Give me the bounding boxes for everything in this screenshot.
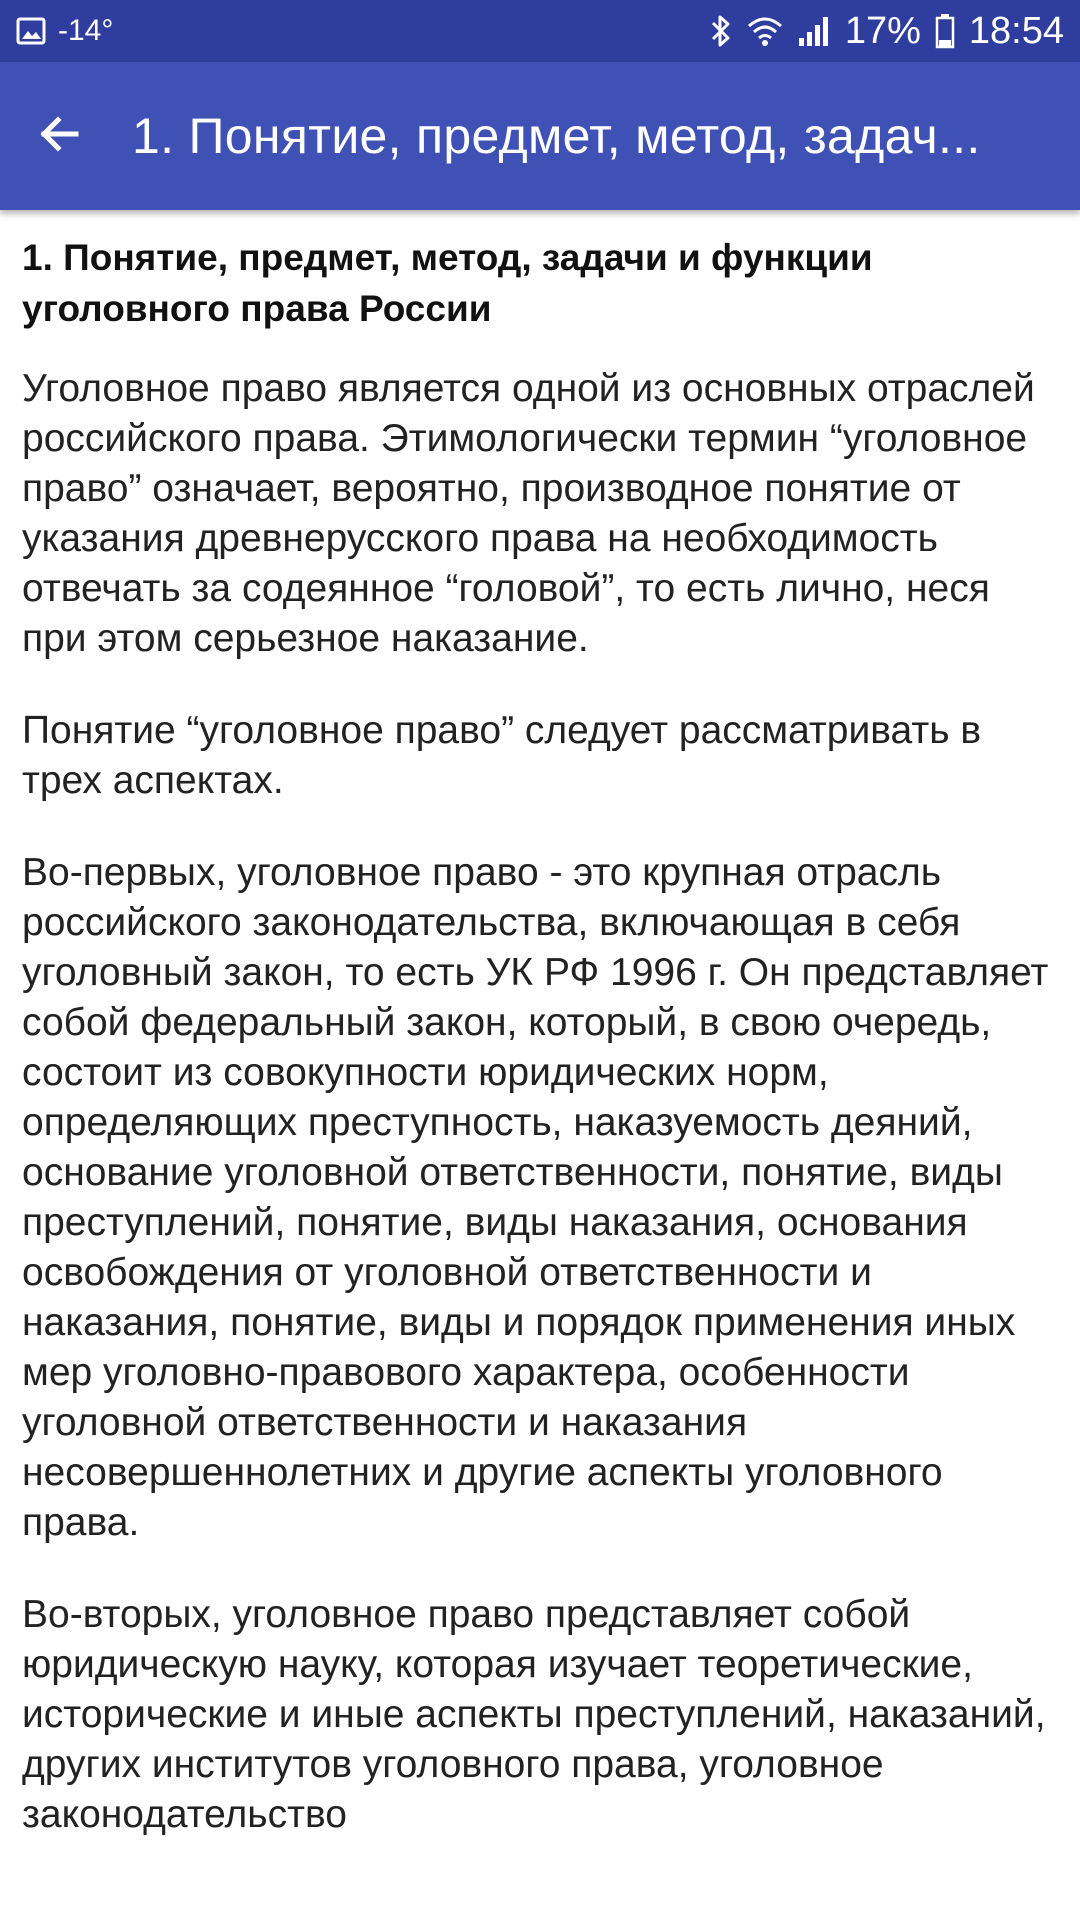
status-left xyxy=(16,14,113,48)
gallery-icon xyxy=(16,16,46,46)
signal-icon xyxy=(797,14,831,48)
screen-title: 1. Понятие, предмет, метод, задач... xyxy=(132,108,981,164)
temperature-text: -14° xyxy=(58,14,114,47)
clock-text: 18:54 xyxy=(968,9,1064,52)
article-content xyxy=(22,232,1062,1882)
arrow-left-icon xyxy=(36,110,84,163)
status-bar xyxy=(0,0,1080,62)
status-right xyxy=(709,10,1064,53)
wifi-icon xyxy=(747,14,783,48)
battery-percent-text: 17% xyxy=(844,9,921,52)
article-paragraph: Во-первых, уголовное право - это крупная отрасль российского законодательства, включающая в себя уголовный закон, то есть УК РФ 1996 г. Он представляет собой федеральный закон, который, в свою очередь, состоит из совокупности юридических норм, определяющих преступность, наказуемость деяний, основание уголовной ответственности, понятие, виды преступлений, понятие, виды наказания, основания освобождения от уголовной ответственности и наказания, понятие, виды и порядок применения иных мер уголовно-правового характера, особенности уголовной ответственности и наказания несовершеннолетних и другие аспекты уголовного права. xyxy=(22,851,1049,1544)
article-paragraph: Понятие “уголовное право” следует рассматривать в трех аспектах. xyxy=(22,709,982,802)
article-paragraph: Во-вторых, уголовное право представляет собой юридическую науку, которая изучает теоретические, исторические и иные аспекты преступлений, наказаний, других институтов уголовного права, уголовное законодательство xyxy=(22,1593,1046,1836)
bluetooth-icon xyxy=(709,14,733,48)
article-heading: 1. Понятие, предмет, метод, задачи и функции уголовного права России xyxy=(22,237,873,329)
battery-icon xyxy=(935,13,955,49)
back-button[interactable] xyxy=(0,62,120,210)
app-bar xyxy=(0,62,1080,210)
article-paragraph: Уголовное право является одной из основных отраслей российского права. Этимологически термин “уголовное право” означает, вероятно, производное понятие от указания древнерусского права на необходимость отвечать за содеянное “головой”, то есть лично, неся при этом серьезное наказание. xyxy=(22,367,1035,660)
